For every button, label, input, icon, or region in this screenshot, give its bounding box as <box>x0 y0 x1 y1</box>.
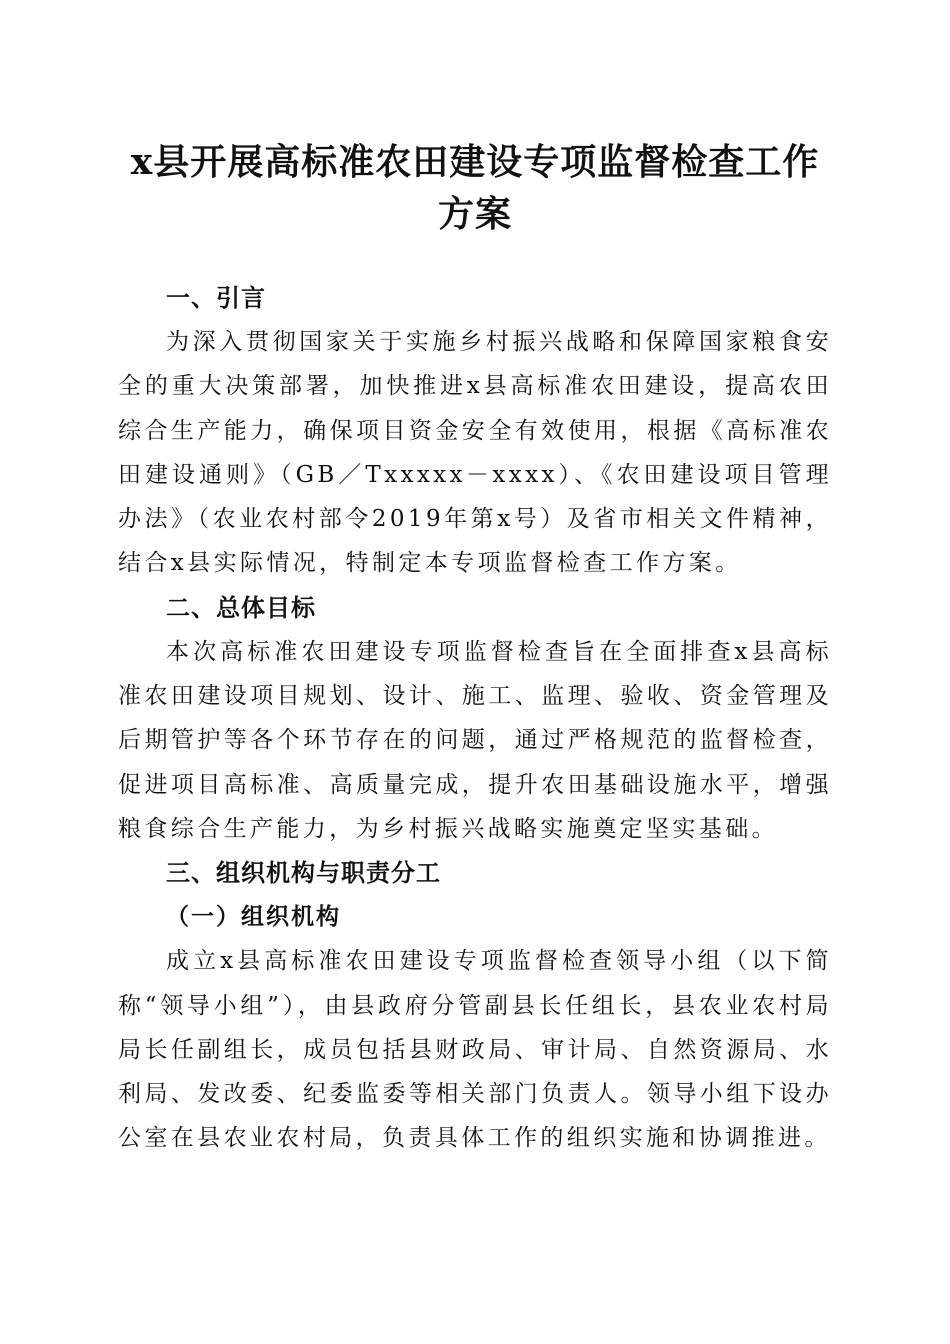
subsection-heading-organization-structure: （一）组织机构 <box>166 903 341 931</box>
section-heading-introduction: 一、引言 <box>166 284 266 312</box>
document-title: x县开展高标准农田建设专项监督检查工作方案 <box>130 141 820 235</box>
section-heading-overall-goal: 二、总体目标 <box>166 593 316 622</box>
document-body <box>118 276 832 1161</box>
section-paragraph-overall-goal: 本次高标准农田建设专项监督检查旨在全面排查x县高标准农田建设项目规划、设计、施工、监理、验收、资金管理及后期管护等各个环节存在的问题，通过严格规范的监督检查，促进项目高标准、高质量完成，提升农田基础设施水平，增强粮食综合生产能力，为乡村振兴战略实施奠定坚实基础。 <box>118 638 832 842</box>
section-heading-organization: 三、组织机构与职责分工 <box>166 859 441 888</box>
section-paragraph-introduction: 为深入贯彻国家关于实施乡村振兴战略和保障国家粮食安全的重大决策部署，加快推进x县高标准农田建设，提高农田综合生产能力，确保项目资金安全有效使用，根据《高标准农田建设通则》（GB／Txxxxx－xxxx）、《农田建设项目管理办法》（农业农村部令2019年第x号）及省市相关文件精神，结合x县实际情况，特制定本专项监督检查工作方案。 <box>118 329 832 577</box>
subsection-paragraph-organization-structure: 成立x县高标准农田建设专项监督检查领导小组（以下简称“领导小组”），由县政府分管副县长任组长，县农业农村局局长任副组长，成员包括县财政局、审计局、自然资源局、水利局、发改委、纪委监委等相关部门负责人。领导小组下设办公室在县农业农村局，负责具体工作的组织实施和协调推进。 <box>118 948 832 1152</box>
